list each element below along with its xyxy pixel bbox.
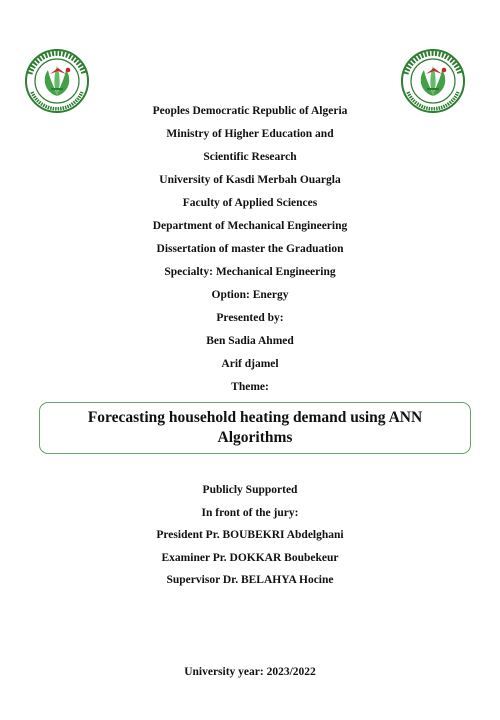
- dissertation-type: Dissertation of master the Graduation: [156, 243, 344, 255]
- author-2: Arif djamel: [221, 358, 279, 370]
- ministry-name-line-1: Ministry of Higher Education and: [166, 128, 334, 140]
- jury-block: [0, 482, 500, 595]
- department-name: Department of Mechanical Engineering: [152, 220, 348, 232]
- theme-label: Theme:: [231, 381, 269, 393]
- theme-box: [39, 402, 471, 454]
- ministry-name-line-2: Scientific Research: [203, 151, 297, 163]
- specialty: Specialty: Mechanical Engineering: [164, 266, 336, 278]
- jury-label: In front of the jury:: [201, 506, 299, 519]
- faculty-name: Faculty of Applied Sciences: [182, 197, 318, 209]
- author-1: Ben Sadia Ahmed: [206, 335, 294, 347]
- jury-supervisor: Supervisor Dr. BELAHYA Hocine: [166, 574, 334, 586]
- jury-president: President Pr. BOUBEKRI Abdelghani: [156, 529, 344, 541]
- publicly-supported: Publicly Supported: [202, 484, 298, 496]
- option: Option: Energy: [211, 289, 289, 301]
- university-name: University of Kasdi Merbah Ouargla: [159, 174, 341, 186]
- country-name: Peoples Democratic Republic of Algeria: [152, 105, 348, 117]
- university-year: University year: 2023/2022: [184, 666, 316, 678]
- header-block: [0, 103, 500, 402]
- jury-examiner: Examiner Pr. DOKKAR Boubekeur: [161, 551, 339, 564]
- thesis-title: Forecasting household heating demand using ANN Algorithms: [87, 409, 423, 446]
- presented-by-label: Presented by:: [216, 312, 284, 324]
